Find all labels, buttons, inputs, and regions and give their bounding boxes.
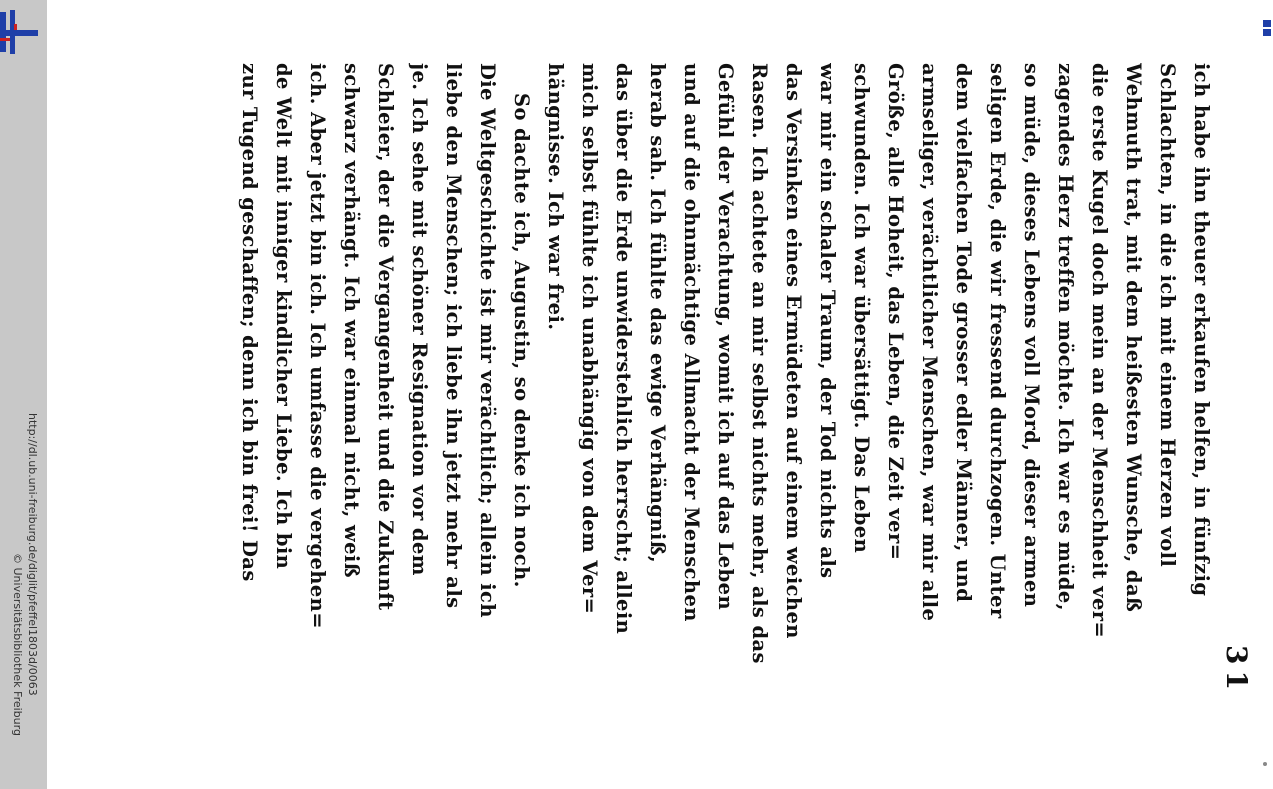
text-line: ich habe ihn theuer erkaufen helfen, in fünfzig — [1190, 63, 1213, 597]
text-line: de Welt mit inniger kindlicher Liebe. Ich bin — [272, 63, 295, 570]
text-line: ich. Aber jetzt bin ich. Ich umfasse die vergehen= — [306, 63, 329, 629]
text-line: hängnisse. Ich war frei. — [544, 63, 567, 331]
text-line: Wehmuth trat, mit dem heißesten Wunsche, daß — [1122, 63, 1145, 613]
text-line: und auf die ohnmächtige Allmacht der Menschen — [680, 63, 703, 622]
text-line: mich selbst fühlte ich unabhängig von dem Ver= — [578, 63, 601, 615]
text-line: So dachte ich, Augustin, so denke ich noch. — [510, 93, 533, 588]
text-line: schwarz verhängt. Ich war einmal nicht, weiß — [340, 63, 363, 578]
text-line: Schleier, der die Vergangenheit und die Zukunft — [374, 63, 397, 611]
page-number: 31 — [1220, 645, 1253, 696]
copyright-notice: © Universitätsbibliothek Freiburg — [11, 553, 24, 736]
text-line: Die Weltgeschichte ist mir verächtlich; allein ich — [476, 63, 499, 618]
text-line: seligen Erde, die wir fressend durchzogen. Unter — [986, 63, 1009, 619]
text-line: die erste Kugel doch mein an der Menschheit ver= — [1088, 63, 1111, 639]
text-line: so müde, dieses Lebens voll Mord, dieser armen — [1020, 63, 1043, 608]
viewer-sidebar — [0, 0, 47, 789]
sidebar-text — [0, 0, 47, 789]
text-line: Schlachten, in die ich mit einem Herzen voll — [1156, 63, 1179, 568]
text-line: Gefühl der Verachtung, womit ich auf das Leben — [714, 63, 737, 611]
text-line: schwunden. Ich war übersättigt. Das Leben — [850, 63, 873, 554]
page-edge-tick — [1263, 762, 1267, 766]
text-line: zur Tugend geschaffen; denn ich bin frei! Das — [238, 63, 261, 582]
text-line: das Versinken eines Ermüdeten auf einem weichen — [782, 63, 805, 639]
text-line: herab sah. Ich fühlte das ewige Verhängniß, — [646, 63, 669, 564]
text-line: war mir ein schaler Traum, der Tod nichts als — [816, 63, 839, 579]
page-edge-marker-icon — [1263, 20, 1271, 36]
text-line: Größe, alle Hoheit, das Leben, die Zeit ver= — [884, 63, 907, 561]
text-line: das über die Erde unwiderstehlich herrscht; allein — [612, 63, 635, 635]
text-line: armseliger, verächtlicher Menschen, war mir alle — [918, 63, 941, 622]
text-line: zagendes Herz treffen möchte. Ich war es müde, — [1054, 63, 1077, 611]
page-text — [163, 45, 1273, 695]
source-url[interactable]: http://dl.ub.uni-freiburg.de/diglit/pfeffel1803d/0063 — [26, 413, 39, 696]
text-line: liebe den Menschen; ich liebe ihn jetzt mehr als — [442, 63, 465, 609]
text-line: Rasen. Ich achtete an mir selbst nichts mehr, als das — [748, 63, 771, 664]
scanned-page — [47, 0, 1273, 789]
text-line: je. Ich sehe mit schöner Resignation vor dem — [408, 63, 431, 576]
text-line: dem vielfachen Tode grosser edler Männer, und — [952, 63, 975, 603]
